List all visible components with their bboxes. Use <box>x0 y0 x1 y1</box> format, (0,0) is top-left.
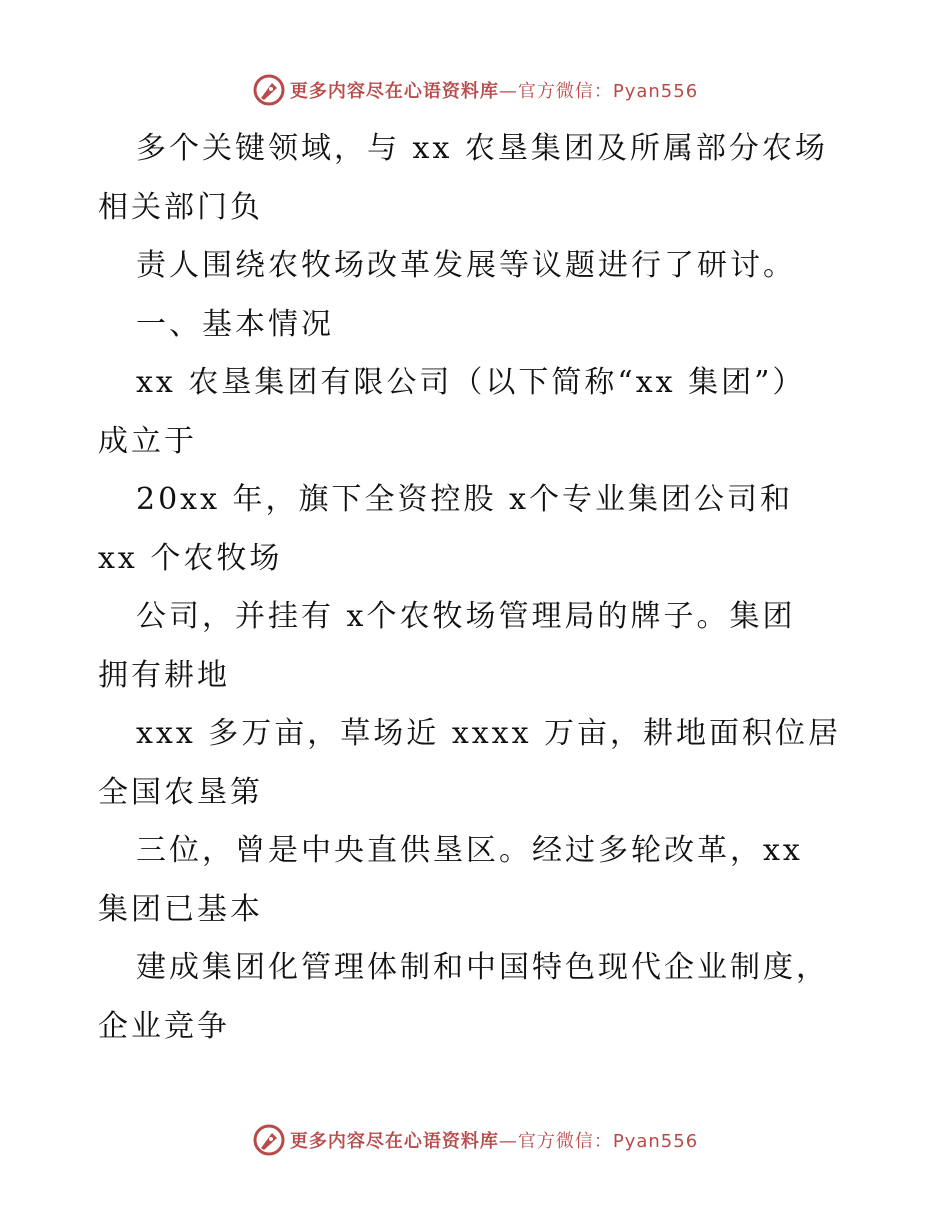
text-line: 建成集团化管理体制和中国特色现代企业制度， <box>136 950 829 985</box>
text-line: 相关部门负 <box>98 189 263 225</box>
pen-nib-circle-logo-icon <box>252 73 286 107</box>
text-line: xxx 多万亩，草场近 xxxx 万亩，耕地面积位居 <box>136 716 842 751</box>
watermark-text: 更多内容尽在心语资料库—官方微信：Pyan556 <box>289 81 699 102</box>
header-watermark <box>0 70 950 110</box>
text-line: 集团已基本 <box>98 891 263 927</box>
text-line: 成立于 <box>98 423 197 459</box>
text-line: 企业竞争 <box>98 1008 230 1044</box>
pen-nib-circle-logo-icon <box>252 1123 286 1157</box>
text-line: 责人围绕农牧场改革发展等议题进行了研讨。 <box>136 248 796 283</box>
text-line: 20xx 年，旗下全资控股 x个专业集团公司和 <box>136 482 794 517</box>
text-line: xx 农垦集团有限公司（以下简称“xx 集团”） <box>136 365 806 400</box>
text-line: 多个关键领域，与 xx 农垦集团及所属部分农场 <box>136 131 828 166</box>
footer-watermark <box>0 1120 950 1160</box>
text-line: 公司，并挂有 x个农牧场管理局的牌子。集团 <box>136 599 796 634</box>
text-line: 拥有耕地 <box>98 657 230 693</box>
document-body <box>98 120 868 1056</box>
text-line: xx 个农牧场 <box>98 540 283 576</box>
text-line: 三位，曾是中央直供垦区。经过多轮改革，xx <box>136 833 803 868</box>
watermark-text: 更多内容尽在心语资料库—官方微信：Pyan556 <box>289 1131 699 1152</box>
text-line: 一、基本情况 <box>136 306 334 342</box>
text-line: 全国农垦第 <box>98 774 263 810</box>
